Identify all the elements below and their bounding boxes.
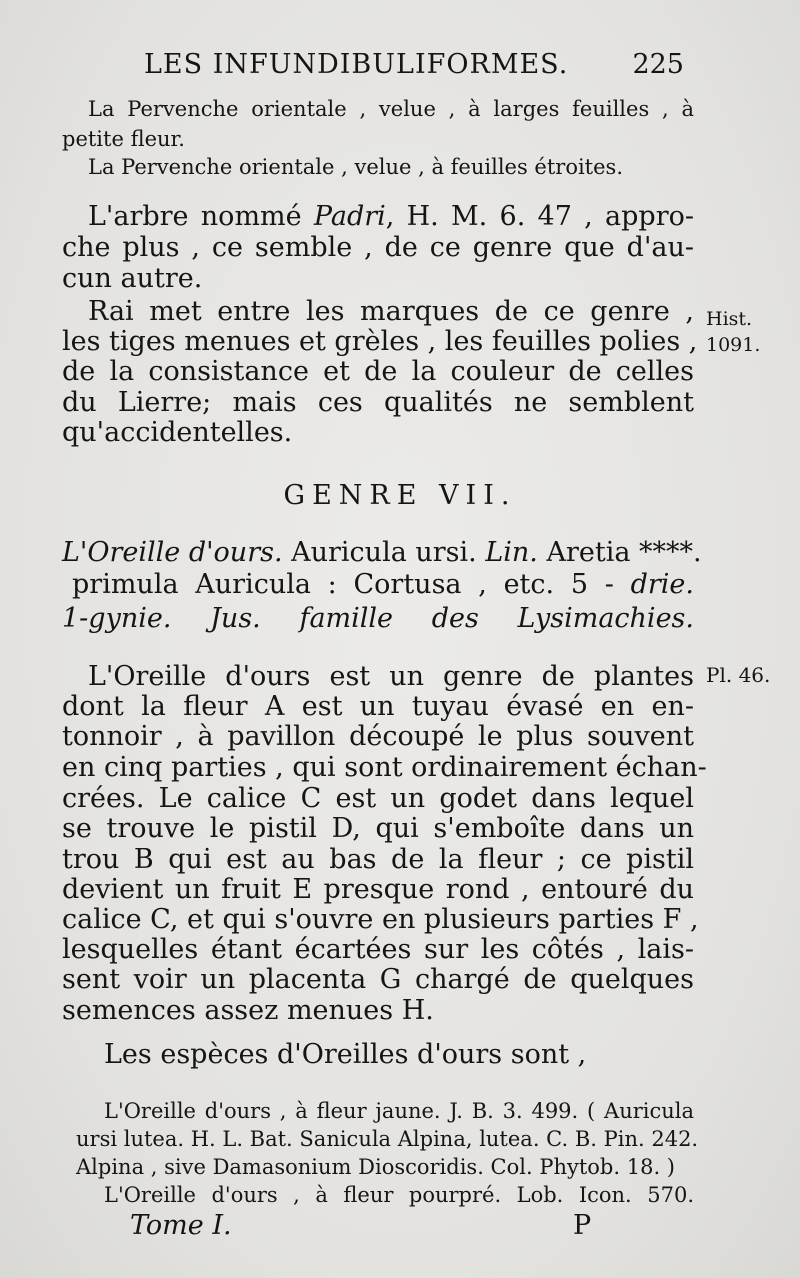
padri-text: L'arbre nommé	[88, 201, 314, 232]
signature-left: Tome I.	[130, 1210, 232, 1241]
rai-line-1: Rai met entre les marques de ce genre ,	[88, 296, 694, 327]
nomen-drie: drie.	[630, 569, 694, 600]
margin-hist: Hist.	[706, 308, 753, 330]
desc-line-2: dont la fleur A est un tuyau évasé en en-	[62, 691, 694, 722]
rai-line-4: du Lierre; mais ces qualités ne semblent	[62, 387, 694, 418]
padri-ref: , H. M. 6. 47 , appro-	[385, 201, 694, 232]
running-header	[144, 48, 684, 82]
desc-line-5: crées. Le calice C est un godet dans lequel	[62, 783, 694, 814]
nomen-latin: Auricula ursi.	[282, 537, 486, 568]
nomen-french: L'Oreille d'ours.	[62, 537, 283, 568]
desc-line-8: devient un fruit E presque rond , entouré du	[62, 874, 694, 905]
padri-name: Padri	[313, 201, 386, 232]
desc-line-10: lesquelles étant écartées sur les côtés , lais-	[62, 934, 694, 965]
intro-line-3: La Pervenche orientale , velue , à feuilles étroites.	[88, 155, 623, 179]
padri-line-3: cun autre.	[62, 263, 203, 294]
rai-line-5: qu'accidentelles.	[62, 417, 293, 448]
desc-line-7: trou B qui est au bas de la fleur ; ce pistil	[62, 844, 694, 875]
intro-line-1: La Pervenche orientale , velue , à larges feuilles , à	[88, 97, 694, 121]
desc-line-3: tonnoir , à pavillon découpé le plus souvent	[62, 721, 694, 752]
desc-line-11: sent voir un placenta G chargé de quelques	[62, 964, 694, 995]
species-line-4: L'Oreille d'ours , à fleur pourpré. Lob. Icon. 570.	[104, 1183, 694, 1207]
desc-line-12: semences assez menues H.	[62, 995, 434, 1026]
page-number: 225	[632, 49, 684, 80]
nomen-primula: primula Auricula : Cortusa , etc. 5 -	[72, 569, 631, 600]
desc-line-6: se trouve le pistil D, qui s'emboîte dans un	[62, 813, 694, 844]
rai-line-2: les tiges menues et grèles , les feuilles polies ,	[62, 326, 698, 357]
intro-line-2: petite fleur.	[62, 127, 185, 151]
signature-mark: P	[573, 1210, 592, 1241]
desc-line-1: L'Oreille d'ours est un genre de plantes	[88, 661, 694, 692]
nomen-family: 1-gynie. Jus. famille des Lysimachies.	[62, 603, 694, 634]
species-line-1: L'Oreille d'ours , à fleur jaune. J. B. 3. 499. ( Auricula	[104, 1099, 694, 1123]
rai-line-3: de la consistance et de la couleur de celles	[62, 356, 694, 387]
running-title: LES INFUNDIBULIFORMES.	[144, 49, 569, 80]
margin-plate-ref: Pl. 46.	[706, 663, 771, 687]
desc-line-9: calice C, et qui s'ouvre en plusieurs parties F ,	[62, 904, 699, 935]
nomenclature-line-3	[62, 604, 694, 634]
padri-line-2: che plus , ce semble , de ce genre que d'au-	[62, 232, 694, 263]
nomenclature-line-2	[72, 570, 694, 600]
genre-heading: GENRE VII.	[283, 480, 517, 511]
margin-hist-year: 1091.	[706, 334, 761, 356]
species-intro: Les espèces d'Oreilles d'ours sont ,	[104, 1039, 587, 1070]
species-line-3: Alpina , sive Damasonium Dioscoridis. Col. Phytob. 18. )	[76, 1155, 675, 1179]
nomen-aretia: Aretia ****.	[537, 537, 702, 568]
padri-line-1	[88, 202, 694, 232]
nomenclature-line-1	[62, 537, 702, 568]
desc-line-4: en cinq parties , qui sont ordinairement échan-	[62, 752, 707, 783]
nomen-lin: Lin.	[485, 537, 538, 568]
species-line-2: ursi lutea. H. L. Bat. Sanicula Alpina, lutea. C. B. Pin. 242.	[76, 1127, 699, 1151]
